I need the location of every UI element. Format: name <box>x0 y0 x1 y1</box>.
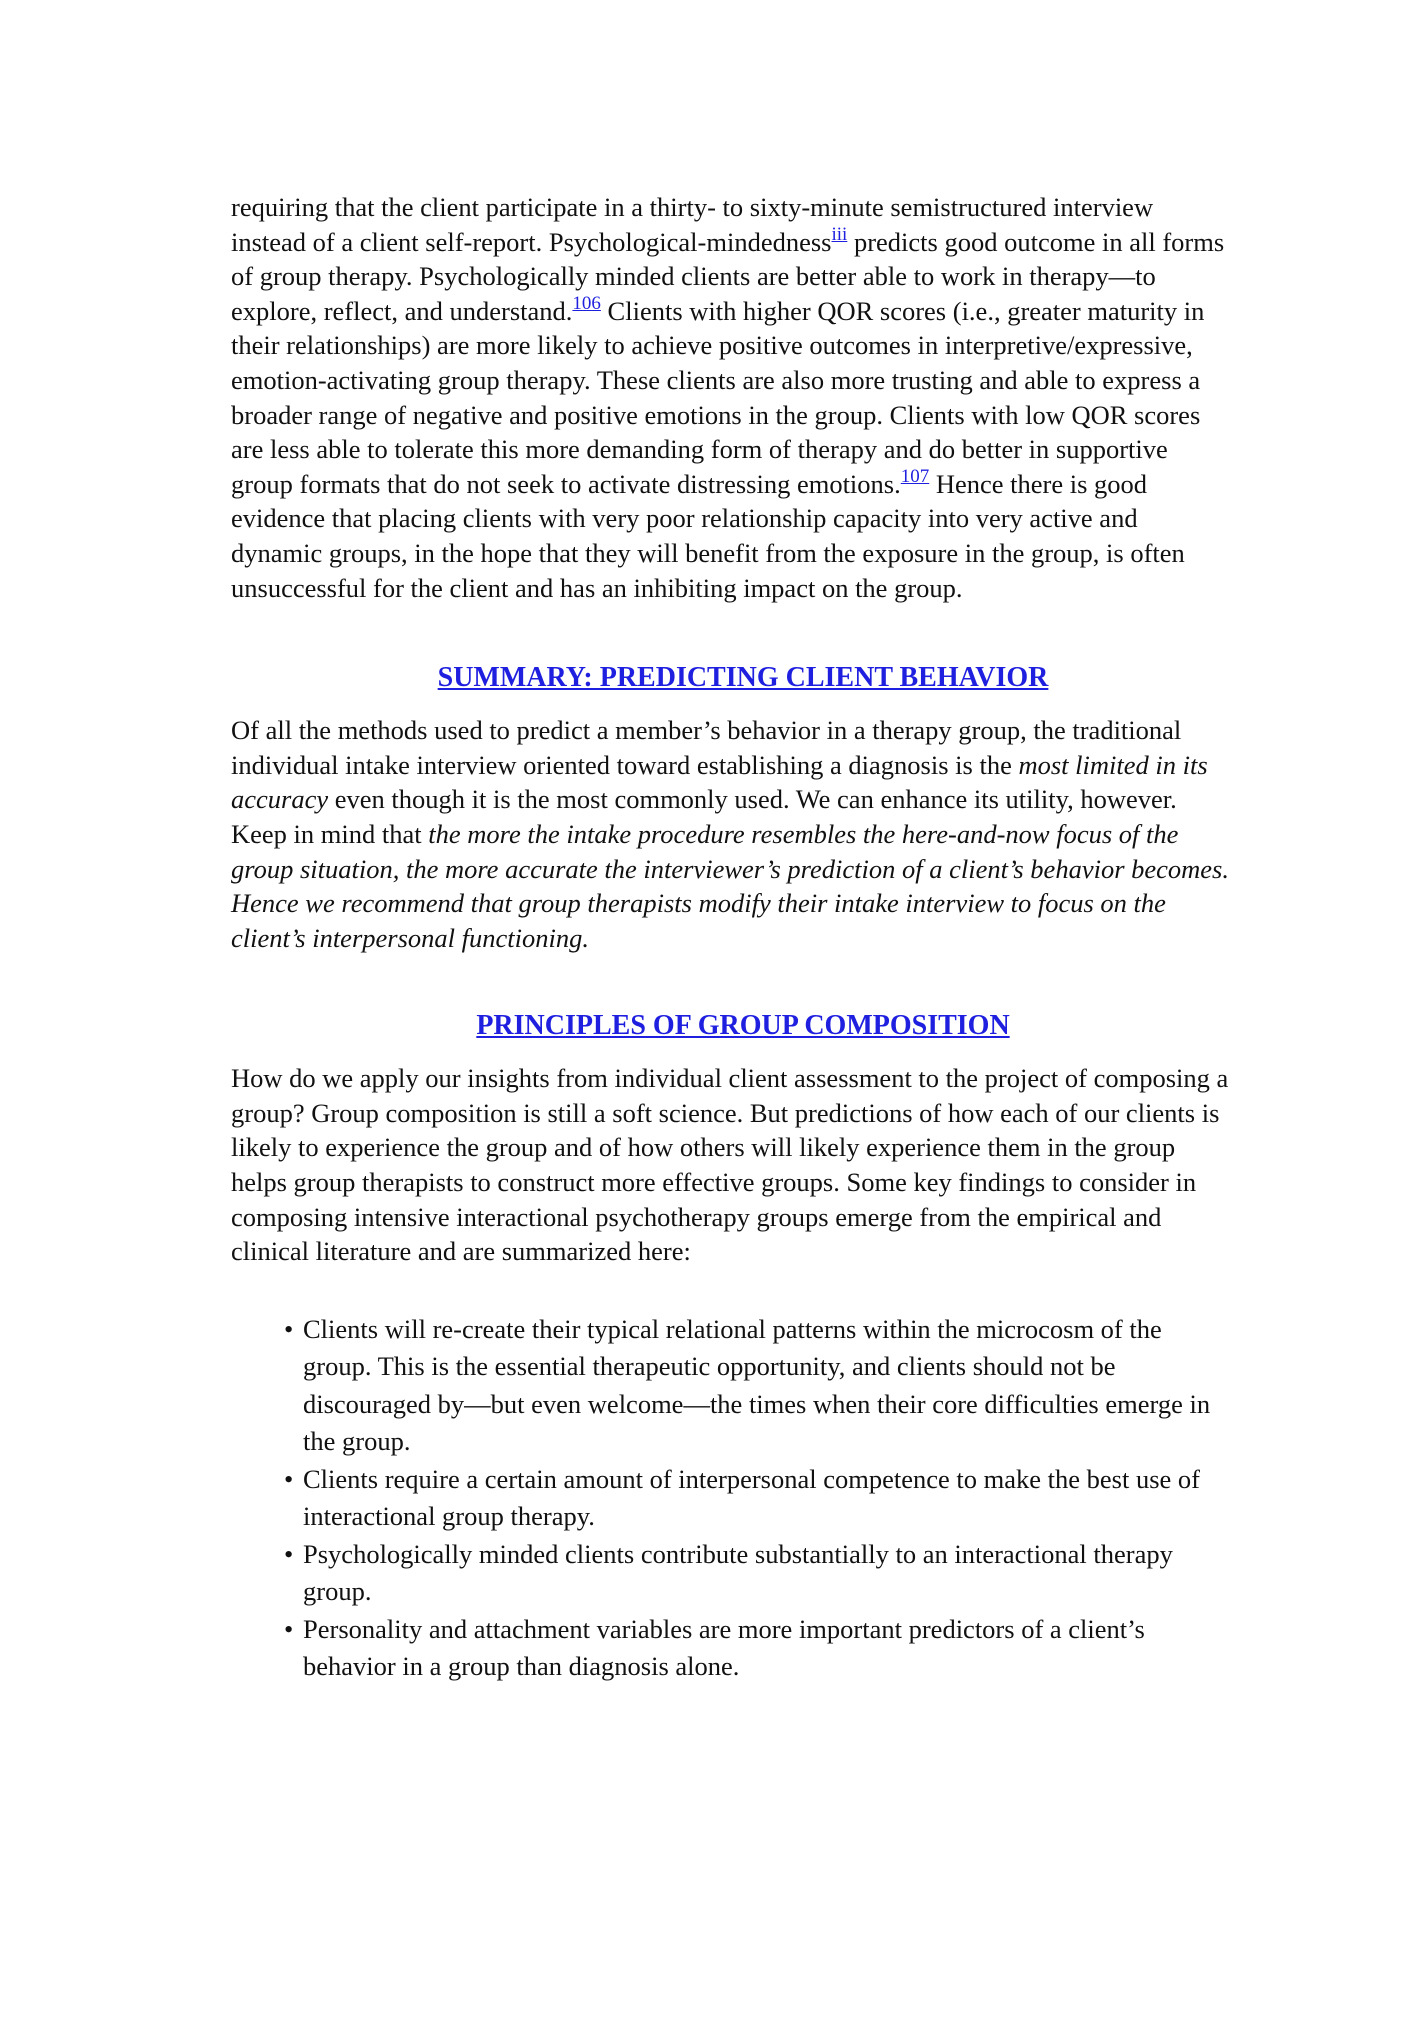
paragraph-text: Clients with higher QOR scores (i.e., greater maturity in their relationships) are more likely to achieve positive outcomes in interpretive/expressive, emotion-activating group therapy. These clients are also more trusting and able to express a broader range of negative and positive emotions in the group. Clients with low QOR scores are less able to tolerate this more demanding form of therapy and do better in supportive group formats that do not seek to activate distressing emotions. <box>231 295 1205 499</box>
endnote-link-107[interactable]: 107 <box>900 465 930 487</box>
paragraph-text: Hence there is good evidence that placing clients with very poor relationship capacity into very active and dynamic groups, in the hope that they will benefit from the exposure in the group, is often unsuccessful for the client and has an inhibiting impact on the group. <box>231 468 1185 603</box>
list-item-text: Clients require a certain amount of interpersonal competence to make the best use of interactional group therapy. <box>303 1463 1200 1532</box>
emphasis-text: most limited in its accuracy <box>231 749 1208 815</box>
endnote-link-106[interactable]: 106 <box>572 292 601 314</box>
list-item <box>284 1611 1231 1686</box>
paragraph-text: requiring that the client participate in a thirty- to sixty-minute semistructured interview instead of a client self-report. Psychological-mindedness <box>231 192 1154 257</box>
summary-paragraph <box>231 713 1231 955</box>
list-item-text: Clients will re-create their typical relational patterns within the microcosm of the group. This is the essential therapeutic opportunity, and clients should not be discouraged by—but even welcome—the times when their core difficulties emerge in the group. <box>303 1313 1211 1457</box>
list-item <box>284 1461 1231 1536</box>
findings-list <box>231 1311 1231 1686</box>
list-item <box>284 1536 1231 1611</box>
section-heading-summary[interactable]: SUMMARY: PREDICTING CLIENT BEHAVIOR <box>437 662 1049 694</box>
bullet-icon: • <box>284 1613 294 1644</box>
endnote-link-iii[interactable]: iii <box>831 223 848 245</box>
composition-intro-paragraph: How do we apply our insights from individual client assessment to the project of composing a group? Group composition is still a soft science. But predictions of how each of our clients is likely to experience the group and of how others will likely experience them in the group helps group therapists to construct more effective groups. Some key findings to consider in composing intensive interactional psychotherapy groups emerge from the empirical and clinical literature and are summarized here: <box>231 1063 1229 1267</box>
emphasis-text: the more the intake procedure resembles the here-and-now focus of the group situation, the more accurate the interviewer’s prediction of a client’s behavior becomes. Hence we recommend that group therapists modify their intake interview to focus on the client’s interpersonal functioning. <box>231 818 1229 953</box>
bullet-icon: • <box>284 1313 294 1344</box>
page-content <box>231 190 1231 1686</box>
list-item-text: Psychologically minded clients contribute substantially to an interactional therapy group. <box>303 1538 1173 1607</box>
paragraph-text: even though it is the most commonly used. We can enhance its utility, however. Keep in mind that <box>231 784 1177 849</box>
intro-paragraph <box>231 190 1231 605</box>
list-item-text: Personality and attachment variables are more important predictors of a client’s behavior in a group than diagnosis alone. <box>303 1613 1145 1682</box>
bullet-icon: • <box>284 1538 294 1569</box>
section-heading-composition[interactable]: PRINCIPLES OF GROUP COMPOSITION <box>476 1010 1010 1042</box>
paragraph-text: predicts good outcome in all forms of group therapy. Psychologically minded clients are better able to work in therapy—to explore, reflect, and understand. <box>231 226 1225 326</box>
list-item <box>284 1311 1231 1461</box>
paragraph-text: Of all the methods used to predict a member’s behavior in a therapy group, the traditional individual intake interview oriented toward establishing a diagnosis is the <box>231 715 1182 780</box>
bullet-icon: • <box>284 1463 294 1494</box>
